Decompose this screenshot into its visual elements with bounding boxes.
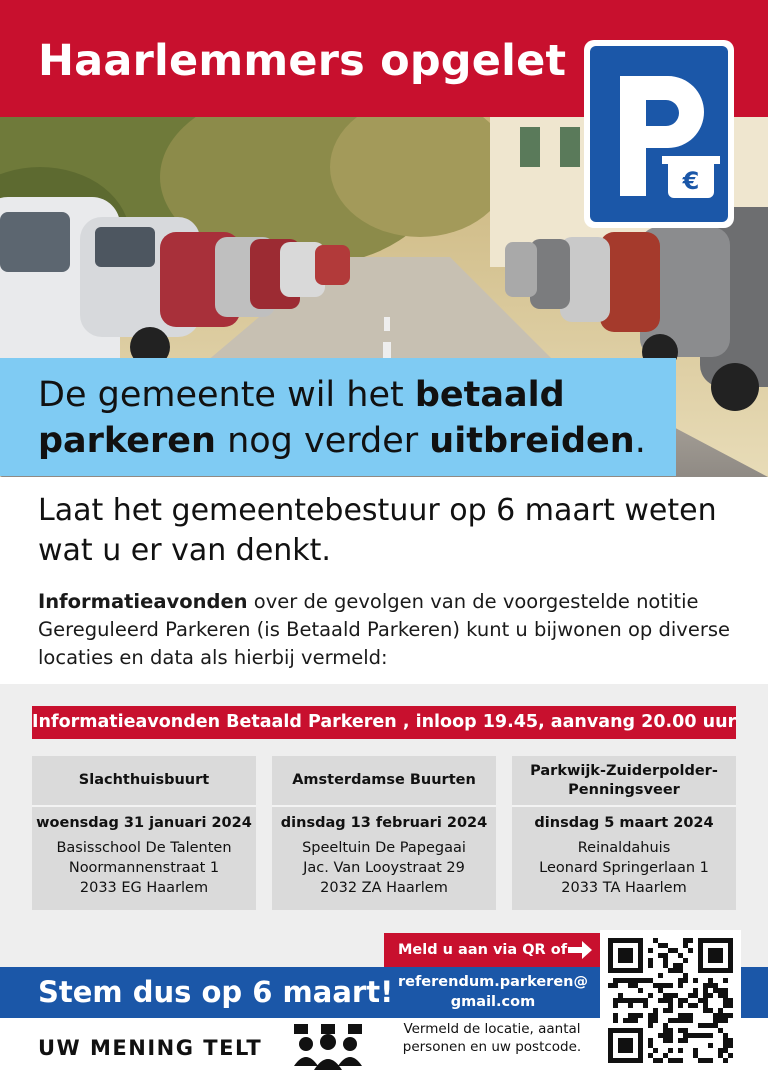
register-label: Meld u aan via QR of (384, 933, 600, 967)
session-area: Parkwijk-Zuiderpolder-Penningsveer (512, 756, 736, 807)
session-area: Slachthuisbuurt (32, 756, 256, 807)
session-city: 2032 ZA Haarlem (320, 880, 448, 896)
headline-bold2: uitbreiden (429, 421, 635, 461)
session-date: woensdag 31 januari 2024 (36, 815, 252, 831)
parking-p-icon (590, 46, 728, 222)
subheadline: Laat het gemeentebestuur op 6 maart weten wat u er van denkt. (38, 493, 717, 568)
session-card (512, 756, 736, 910)
vote-slogan: Stem dus op 6 maart! (38, 975, 394, 1009)
session-card (32, 756, 256, 910)
session-venue: Reinaldahuis (577, 840, 671, 856)
parking-sign (584, 40, 734, 228)
session-city: 2033 TA Haarlem (561, 880, 687, 896)
session-street: Noormannenstraat 1 (68, 860, 220, 876)
session-venue: Speeltuin De Papegaai (302, 840, 466, 856)
headline-part3: . (634, 421, 646, 461)
qr-code-icon (608, 938, 733, 1063)
euro-symbol: € (682, 167, 700, 195)
slogan: UW MENING TELT (38, 1036, 263, 1060)
headline-part2: nog verder (215, 421, 430, 461)
session-date: dinsdag 13 februari 2024 (280, 815, 488, 831)
session-venue: Basisschool De Talenten (56, 840, 232, 856)
session-area: Amsterdamse Buurten (272, 756, 496, 807)
headline-part1: De gemeente wil het (38, 375, 415, 415)
session-date: dinsdag 5 maart 2024 (534, 815, 714, 831)
qr-code[interactable] (600, 930, 741, 1071)
session-street: Leonard Springerlaan 1 (539, 860, 709, 876)
session-street: Jac. Van Looystraat 29 (303, 860, 465, 876)
info-paragraph (38, 588, 738, 672)
page-title: Haarlemmers opgelet (38, 36, 567, 86)
register-note: Vermeld de locatie, aantal personen en uw postcode. (402, 1021, 582, 1055)
arrow-right-icon (566, 939, 594, 961)
people-speech-icon (292, 1022, 364, 1074)
session-card (272, 756, 496, 910)
session-city: 2033 EG Haarlem (79, 880, 209, 896)
register-email-link[interactable]: referendum.parkeren@ gmail.com (398, 974, 588, 1010)
headline-bold1: betaald parkeren (38, 375, 565, 461)
headline (38, 372, 668, 464)
info-text: over de gevolgen van de voorgestelde notitie Gereguleerd Parkeren (is Betaald Parkeren) kunt u bijwonen op diverse locaties en data als hierbij vermeld: (38, 590, 731, 669)
sessions-heading: Informatieavonden Betaald Parkeren , inloop 19.45, aanvang 20.00 uur (32, 706, 736, 739)
info-bold: Informatieavonden (38, 590, 248, 613)
